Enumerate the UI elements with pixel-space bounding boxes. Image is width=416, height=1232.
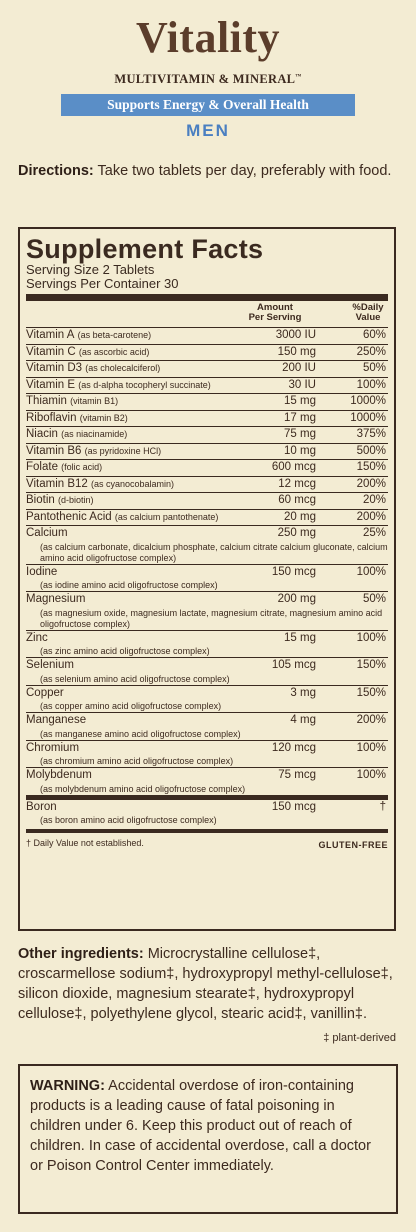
table-row xyxy=(26,526,388,565)
table-row xyxy=(26,361,388,378)
nutrient-dv: 100% xyxy=(356,769,386,781)
nutrient-dv: 150% xyxy=(356,659,386,671)
table-row xyxy=(26,477,388,494)
facts-footer xyxy=(26,833,388,859)
nutrient-name: Copper xyxy=(26,686,64,699)
nutrient-dv: 500% xyxy=(356,444,386,457)
nutrient-amount: 20 mg xyxy=(284,510,316,523)
nutrient-note: (as manganese amino acid oligofructose complex) xyxy=(40,728,241,739)
brand-name: Vitality xyxy=(135,13,281,62)
table-row xyxy=(26,741,388,769)
other-ingredients-label: Other ingredients: xyxy=(18,946,144,962)
nutrient-amount: 105 mcg xyxy=(271,659,316,671)
nutrient-name: Boron xyxy=(26,800,57,813)
directions xyxy=(18,161,398,181)
nutrient-name: Folate xyxy=(26,461,58,473)
thick-divider xyxy=(26,294,388,301)
table-row xyxy=(26,768,388,796)
product-subtitle xyxy=(0,72,416,87)
nutrient-name: Iodine xyxy=(26,565,58,578)
dv-header xyxy=(348,303,388,323)
nutrient-amount: 3 mg xyxy=(290,686,316,699)
table-row xyxy=(26,631,388,659)
nutrient-name: Magnesium xyxy=(26,593,86,605)
table-row xyxy=(26,444,388,461)
nutrient-note: (as magnesium oxide, magnesium lactate, magnesium citrate, magnesium amino acid oligofructose complex) xyxy=(40,607,383,629)
mineral-rows xyxy=(26,526,388,796)
nutrient-name: Selenium xyxy=(26,659,74,671)
nutrient-source: (vitamin B2) xyxy=(79,412,128,423)
nutrient-dv: 100% xyxy=(356,631,386,644)
serving-size: Serving Size 2 Tablets xyxy=(26,262,155,277)
nutrient-source: (as d-alpha tocopheryl succinate) xyxy=(78,379,211,390)
nutrient-dv: 250% xyxy=(356,345,386,358)
warning-box xyxy=(18,1064,398,1214)
nutrient-name: Vitamin C xyxy=(26,345,76,358)
nutrient-name: Vitamin D3 xyxy=(26,362,83,374)
nutrient-name: Molybdenum xyxy=(26,769,92,781)
nutrient-amount: 250 mg xyxy=(277,527,316,539)
nutrient-amount: 150 mcg xyxy=(271,800,316,813)
dv-header-line2: Value xyxy=(355,312,381,323)
nutrient-source: (as calcium pantothenate) xyxy=(114,511,219,522)
nutrient-note: (as iodine amino acid oligofructose complex) xyxy=(40,580,218,590)
trademark: ™ xyxy=(295,73,302,80)
gluten-free-badge: GLUTEN-FREE xyxy=(318,840,388,850)
nutrient-note: (as zinc amino acid oligofructose complex) xyxy=(40,646,210,656)
nutrient-note: (as calcium carbonate, dicalcium phosphate, calcium citrate calcium gluconate, calcium amino acid oligofructose complex) xyxy=(40,541,388,563)
nutrient-name: Manganese xyxy=(26,714,87,726)
supplement-facts-panel xyxy=(18,227,396,931)
nutrient-source: (vitamin B1) xyxy=(70,396,119,406)
nutrient-amount: 200 mg xyxy=(277,593,316,605)
nutrient-amount: 15 mg xyxy=(284,631,316,644)
dv-header-line1: %Daily xyxy=(352,302,384,313)
nutrient-source: (as niacinamide) xyxy=(61,429,128,439)
plant-derived-note: ‡ plant-derived xyxy=(323,1032,396,1044)
nutrient-dv: 100% xyxy=(356,565,386,578)
nutrient-dv: 50% xyxy=(362,362,386,374)
nutrient-amount: 15 mg xyxy=(284,395,316,407)
amount-header xyxy=(240,303,310,323)
nutrient-source: (as cholecalciferol) xyxy=(85,363,161,373)
vitamin-rows xyxy=(26,328,388,526)
nutrient-name: Chromium xyxy=(26,741,80,754)
servings-per-container: Servings Per Container 30 xyxy=(26,276,179,291)
product-header xyxy=(0,0,416,141)
table-row xyxy=(26,658,388,686)
nutrient-source: (as beta-carotene) xyxy=(77,330,152,340)
nutrient-name: Pantothenic Acid xyxy=(26,510,112,523)
boron-row xyxy=(26,800,388,827)
nutrient-name: Vitamin A xyxy=(26,329,75,341)
nutrient-amount: 200 IU xyxy=(282,362,316,374)
nutrient-note: (as copper amino acid oligofructose complex) xyxy=(40,701,222,711)
nutrient-dv: 150% xyxy=(356,686,386,699)
nutrient-dv: 200% xyxy=(356,477,386,490)
warning-text: Accidental overdose of iron-containing products is a leading cause of fatal poisoning in children under 6. Keep this product out of reach of children. In case of accidental overdose, call a doctor or Poison Control Center immediately. xyxy=(30,1078,371,1174)
amount-header-line1: Amount xyxy=(257,302,293,313)
nutrient-dv: 375% xyxy=(356,428,386,440)
nutrient-name: Vitamin B6 xyxy=(26,444,82,457)
warning-label: WARNING: xyxy=(30,1078,105,1094)
nutrient-dv: 20% xyxy=(362,494,386,506)
nutrient-name: Biotin xyxy=(26,494,55,506)
table-row xyxy=(26,565,388,593)
table-row xyxy=(26,493,388,510)
nutrient-source: (as cyanocobalamin) xyxy=(91,478,175,489)
nutrient-dv: 150% xyxy=(356,461,386,473)
other-ingredients-text: Microcrystalline cellulose‡, croscarmellose sodium‡, hydroxypropyl methyl-cellulose‡, silicon dioxide, magnesium stearate‡, hydroxypropyl cellulose‡, polyethylene glycol, stearic acid‡, vanillin‡. xyxy=(18,946,393,1022)
nutrient-note: (as chromium amino acid oligofructose complex) xyxy=(40,756,234,766)
nutrient-note: (as selenium amino acid oligofructose complex) xyxy=(40,673,230,684)
nutrient-source: (as pyridoxine HCl) xyxy=(84,445,162,456)
nutrient-name: Niacin xyxy=(26,428,58,440)
nutrient-name: Riboflavin xyxy=(26,411,77,424)
table-row xyxy=(26,411,388,428)
table-row xyxy=(26,713,388,741)
nutrient-source: (folic acid) xyxy=(61,462,103,472)
nutrient-amount: 4 mg xyxy=(290,714,316,726)
nutrient-dv: 25% xyxy=(362,527,386,539)
nutrient-dv: 100% xyxy=(356,378,386,391)
table-row xyxy=(26,592,388,631)
nutrient-name: Calcium xyxy=(26,527,68,539)
column-headers xyxy=(26,301,388,328)
nutrient-dv: 60% xyxy=(362,329,386,341)
nutrient-amount: 150 mcg xyxy=(271,565,316,578)
nutrient-dv: 1000% xyxy=(350,395,386,407)
table-row xyxy=(26,394,388,411)
nutrient-amount: 600 mcg xyxy=(271,461,316,473)
facts-title: Supplement Facts xyxy=(26,234,264,264)
nutrient-source: (d-biotin) xyxy=(57,495,94,505)
nutrient-dv: 100% xyxy=(356,741,386,754)
benefit-banner: Supports Energy & Overall Health xyxy=(61,94,355,116)
nutrient-dv: † xyxy=(379,800,386,813)
nutrient-dv: 50% xyxy=(362,593,386,605)
directions-label: Directions: xyxy=(18,163,94,179)
nutrient-note: (as molybdenum amino acid oligofructose complex) xyxy=(40,783,246,794)
nutrient-amount: 75 mcg xyxy=(278,769,316,781)
other-ingredients xyxy=(18,944,400,1024)
nutrient-amount: 17 mg xyxy=(284,411,316,424)
table-row xyxy=(26,510,388,527)
nutrient-source: (as ascorbic acid) xyxy=(78,346,150,357)
nutrient-dv: 200% xyxy=(356,714,386,726)
nutrient-name: Vitamin B12 xyxy=(26,477,88,490)
subtitle-text: MULTIVITAMIN & MINERAL xyxy=(114,72,296,86)
table-row xyxy=(26,427,388,444)
table-row xyxy=(26,378,388,395)
table-row xyxy=(26,460,388,477)
nutrient-amount: 120 mcg xyxy=(271,741,316,754)
nutrient-amount: 75 mg xyxy=(284,428,316,440)
amount-header-line2: Per Serving xyxy=(248,312,302,323)
nutrient-amount: 12 mcg xyxy=(278,477,316,490)
nutrient-amount: 150 mg xyxy=(277,345,316,358)
table-row xyxy=(26,328,388,345)
nutrient-amount: 30 IU xyxy=(288,378,316,391)
nutrient-amount: 10 mg xyxy=(284,444,316,457)
nutrient-name: Thiamin xyxy=(26,395,67,407)
audience-label: MEN xyxy=(186,121,230,140)
table-row xyxy=(26,345,388,362)
dv-not-established-note: † Daily Value not established. xyxy=(26,838,144,848)
directions-text: Take two tablets per day, preferably with food. xyxy=(93,163,392,179)
nutrient-note: (as boron amino acid oligofructose complex) xyxy=(40,815,217,825)
nutrient-name: Zinc xyxy=(26,631,48,644)
table-row xyxy=(26,686,388,714)
nutrient-dv: 200% xyxy=(356,510,386,523)
nutrient-dv: 1000% xyxy=(350,411,386,424)
nutrient-name: Vitamin E xyxy=(26,378,76,391)
nutrient-amount: 3000 IU xyxy=(275,329,316,341)
nutrient-amount: 60 mcg xyxy=(278,494,316,506)
